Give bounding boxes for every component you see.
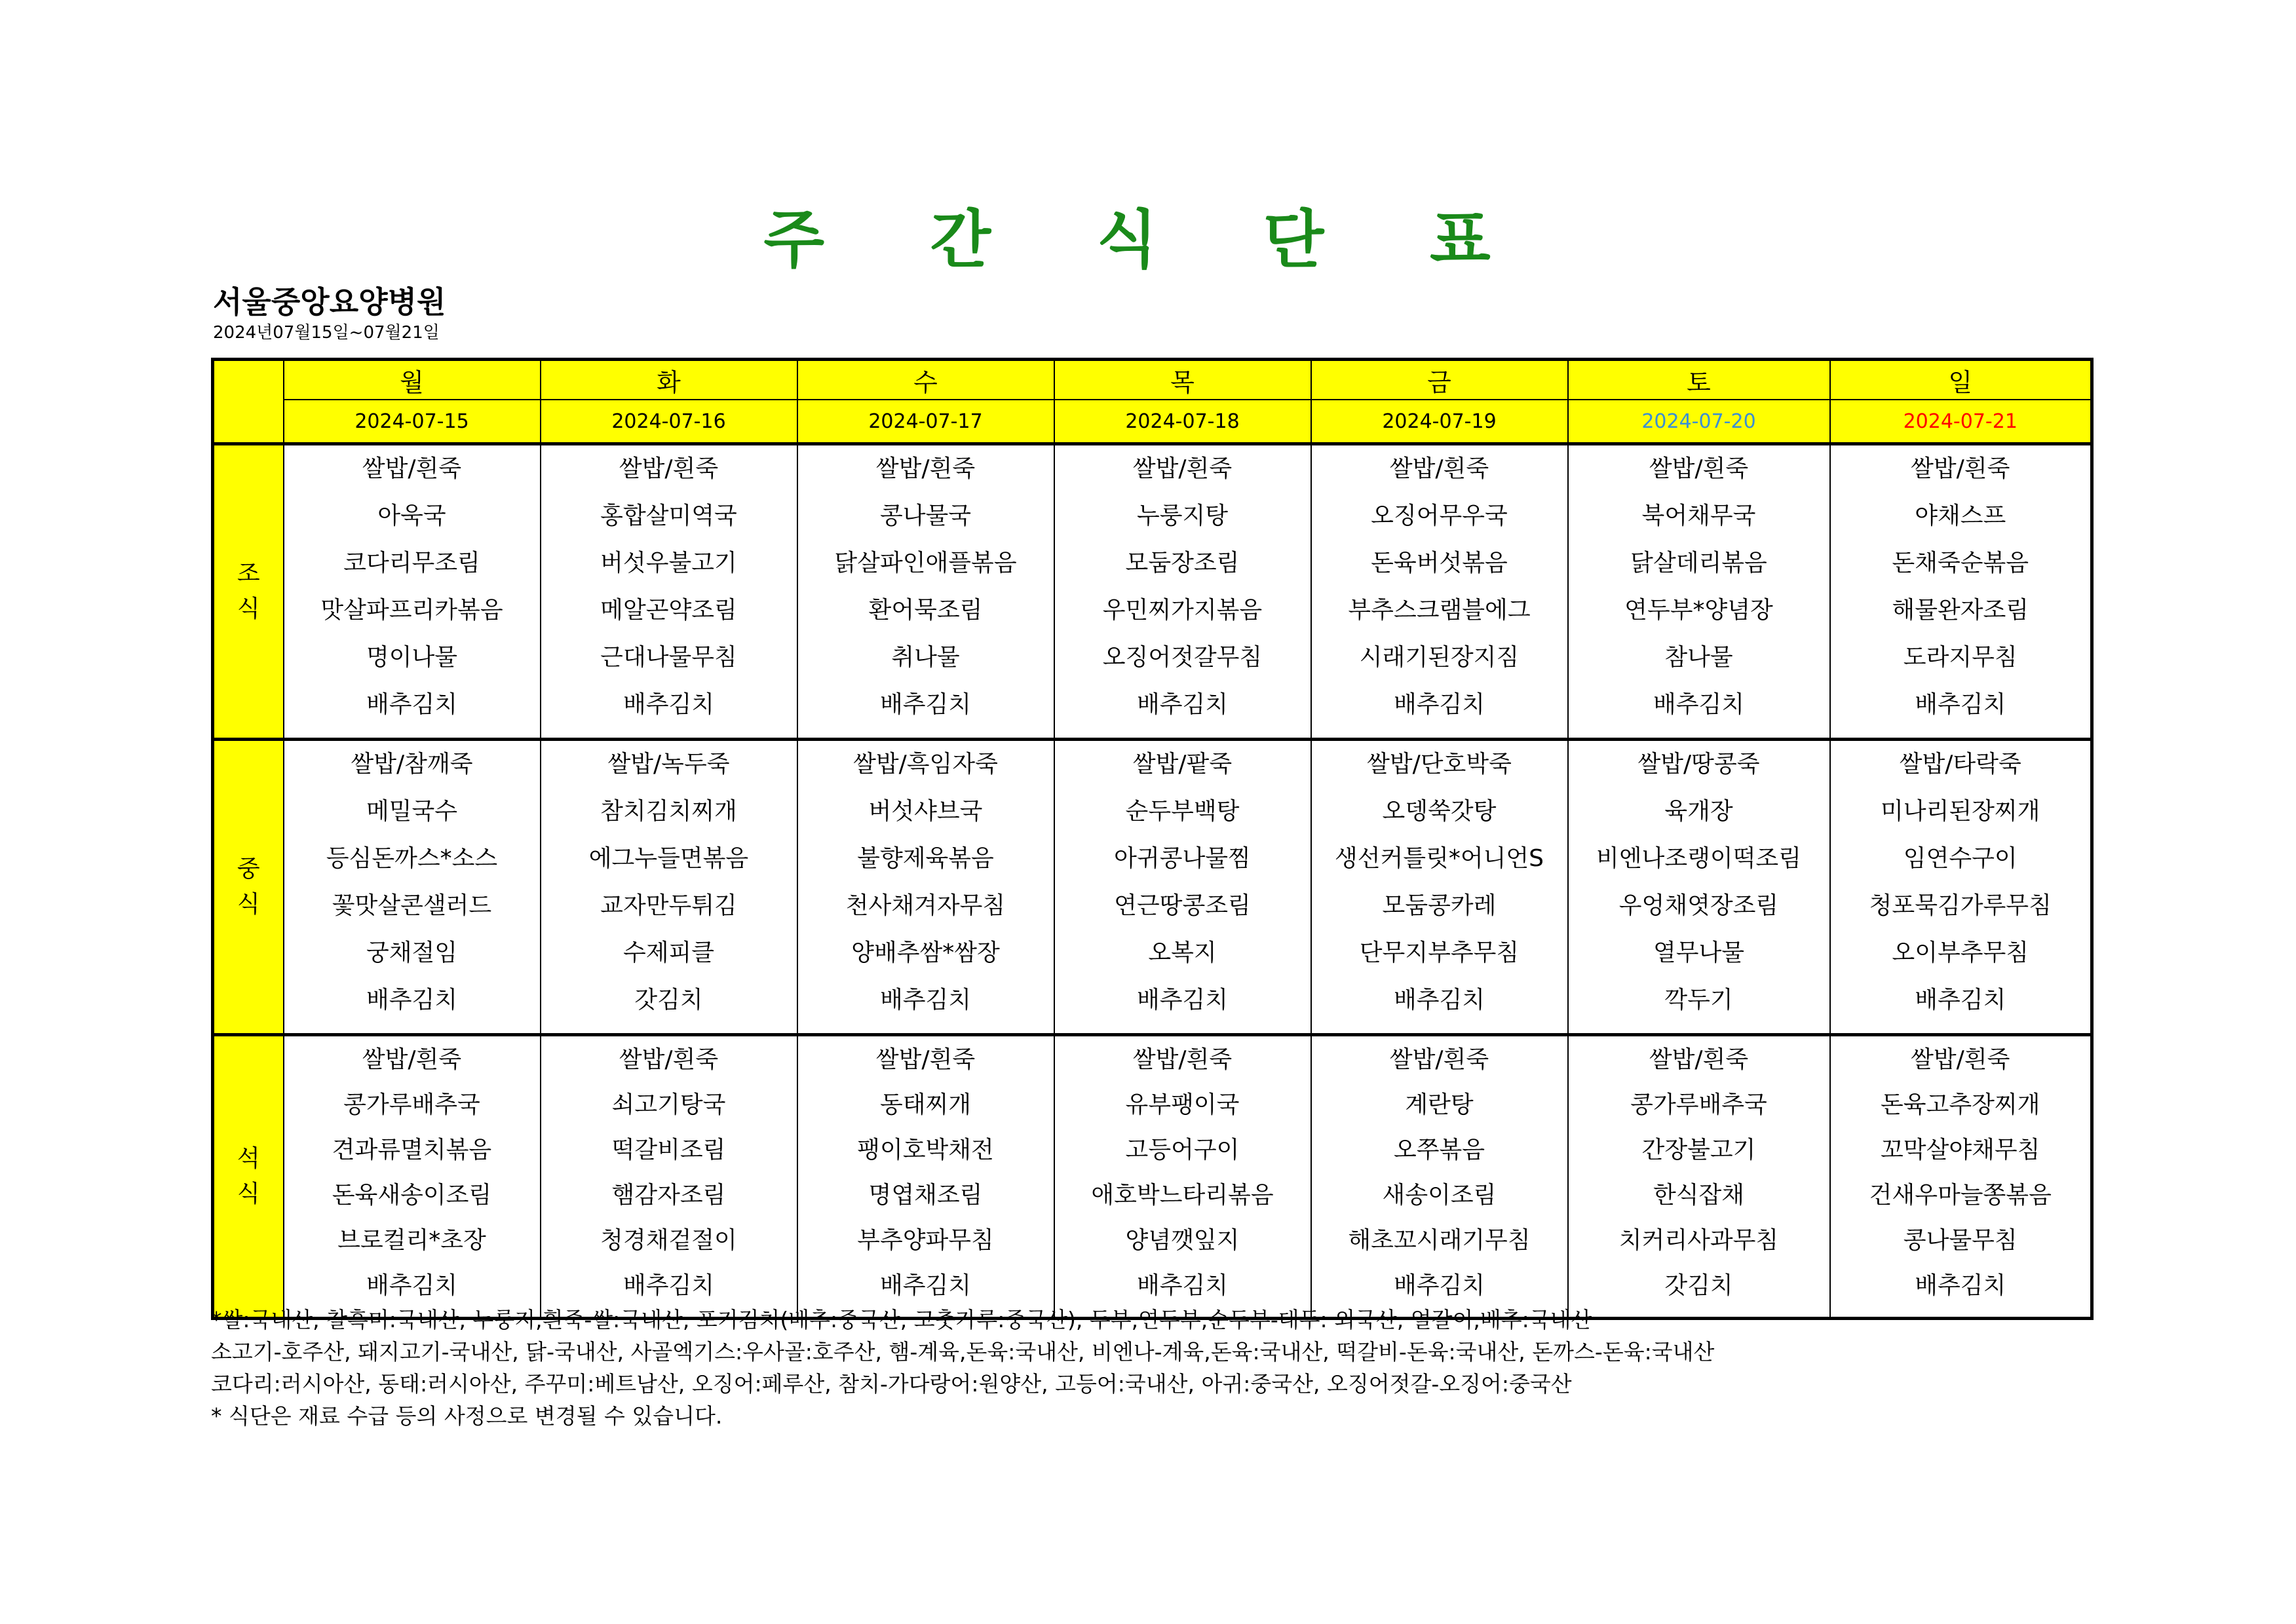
menu-item: 건새우마늘쫑볶음: [1869, 1182, 2052, 1209]
menu-item: 수제피클: [622, 939, 715, 966]
menu-item: 우엉채엿장조림: [1618, 892, 1779, 919]
menu-item: 배추김치: [622, 691, 715, 718]
menu-item-list: [798, 445, 1054, 738]
menu-item: 애호박느타리볶음: [1091, 1182, 1274, 1209]
page-title: 주 간 식 단 표: [763, 203, 1533, 276]
menu-item: 쌀밥/흑임자죽: [853, 751, 998, 778]
day-date-header: 2024-07-19: [1311, 400, 1568, 444]
day-name-header: 수: [797, 360, 1054, 400]
menu-item: 깍두기: [1664, 987, 1733, 1013]
menu-item: 팽이호박채전: [857, 1137, 994, 1163]
menu-cell: [541, 444, 797, 740]
menu-item: 배추김치: [366, 987, 458, 1013]
menu-item-list: [1831, 445, 2091, 738]
meal-label-char: 조: [237, 560, 260, 587]
menu-item: 꽃맛살콘샐러드: [332, 892, 492, 919]
menu-cell: [1311, 444, 1568, 740]
menu-item: 쇠고기탕국: [611, 1091, 726, 1118]
menu-cell: [1311, 740, 1568, 1035]
menu-item: 야채스프: [1915, 502, 2006, 529]
menu-cell: [797, 740, 1054, 1035]
menu-item: 미나리된장찌개: [1881, 798, 2040, 825]
menu-item: 브로컬리*초장: [337, 1227, 486, 1254]
menu-item: 양배추쌈*쌈장: [851, 939, 1000, 966]
menu-item: 쌀밥/단호박죽: [1367, 751, 1512, 778]
menu-cell: [284, 444, 541, 740]
day-date-header: 2024-07-15: [284, 400, 541, 444]
menu-item-list: [1055, 1036, 1311, 1317]
meal-label: [213, 1035, 284, 1319]
menu-item-list: [798, 741, 1054, 1033]
menu-item: 배추김치: [1915, 691, 2006, 718]
menu-item: 해초꼬시래기무침: [1348, 1227, 1531, 1254]
menu-item: 쌀밥/흰죽: [1911, 1046, 2010, 1073]
meal-row: [213, 740, 2092, 1035]
menu-item-list: [1831, 741, 2091, 1033]
menu-cell: [1568, 740, 1830, 1035]
menu-item-list: [1312, 445, 1567, 738]
menu-item: 모둠콩카레: [1382, 892, 1497, 919]
day-name-header: 화: [541, 360, 797, 400]
origin-note-line: *쌀:국내산, 찰흑미:국내산, 누룽지,흰죽-쌀:국내산, 포기김치(배추:중국산, 고춧가루:중국산), 두부,연두부,순두부-대두: 외국산, 얼갈이,배추:국내산: [211, 1307, 1592, 1332]
menu-item: 닭살파인애플볶음: [834, 550, 1017, 576]
origin-note-line: 소고기-호주산, 돼지고기-국내산, 닭-국내산, 사골엑기스:우사골:호주산, 햄-계육,돈육:국내산, 비엔나-계육,돈육:국내산, 떡갈비-돈육:국내산, 돈까스-돈육:국내산: [211, 1339, 1715, 1365]
menu-item-list: [284, 445, 540, 738]
day-date-header: 2024-07-17: [797, 400, 1054, 444]
menu-item-list: [541, 741, 797, 1033]
meal-label-char: 중: [237, 856, 260, 882]
menu-item: 쌀밥/흰죽: [1649, 455, 1749, 482]
menu-item: 쌀밥/흰죽: [1389, 1046, 1489, 1073]
menu-item: 쌀밥/흰죽: [1911, 455, 2010, 482]
menu-item: 배추김치: [1915, 987, 2006, 1013]
menu-item: 오징어젓갈무침: [1102, 644, 1263, 671]
menu-item: 연두부*양념장: [1624, 597, 1773, 624]
menu-item: 단무지부추무침: [1359, 939, 1520, 966]
menu-item: 햄감자조림: [611, 1182, 726, 1209]
menu-item: 쌀밥/흰죽: [619, 455, 719, 482]
weekly-menu-table: [211, 358, 2094, 1320]
menu-item: 열무나물: [1653, 939, 1745, 966]
menu-item: 계란탕: [1405, 1091, 1474, 1118]
meal-row: [213, 444, 2092, 740]
menu-item: 오복지: [1148, 939, 1217, 966]
day-name-header: 일: [1830, 360, 2092, 400]
menu-item: 교자만두튀김: [600, 892, 737, 919]
menu-item: 명엽채조림: [868, 1182, 983, 1209]
menu-item-list: [798, 1036, 1054, 1317]
menu-item: 모둠장조림: [1125, 550, 1240, 576]
header-corner: [213, 360, 284, 444]
menu-item: 쌀밥/흰죽: [619, 1046, 719, 1073]
menu-item: 환어묵조림: [868, 597, 983, 624]
menu-item-list: [1312, 1036, 1567, 1317]
menu-item: 천사채겨자무침: [845, 892, 1006, 919]
origin-notes: [211, 1304, 1714, 1432]
menu-cell: [541, 1035, 797, 1319]
menu-item: 쌀밥/흰죽: [1649, 1046, 1749, 1073]
menu-cell: [797, 444, 1054, 740]
day-date-header: 2024-07-18: [1054, 400, 1311, 444]
menu-item: 버섯우불고기: [600, 550, 737, 576]
menu-item: 부추스크램블에그: [1348, 597, 1531, 624]
menu-item: 쌀밥/타락죽: [1899, 751, 2021, 778]
meal-label: [213, 740, 284, 1035]
menu-item: 버섯샤브국: [868, 798, 983, 825]
menu-item: 배추김치: [1136, 691, 1229, 718]
menu-item: 돈육고추장찌개: [1881, 1091, 2040, 1118]
menu-item: 갓김치: [634, 987, 703, 1013]
origin-note-line: * 식단은 재료 수급 등의 사정으로 변경될 수 있습니다.: [211, 1403, 723, 1429]
menu-item: 돈채죽순볶음: [1892, 550, 2029, 576]
menu-item: 고등어구이: [1125, 1137, 1240, 1163]
menu-item: 참치김치찌개: [600, 798, 737, 825]
menu-item: 배추김치: [1136, 1272, 1229, 1299]
menu-item: 오쭈볶음: [1393, 1137, 1485, 1163]
menu-item: 간장불고기: [1641, 1137, 1756, 1163]
menu-item: 비엔나조랭이떡조림: [1596, 845, 1801, 872]
meal-label-char: 식: [237, 891, 260, 918]
menu-item: 콩나물국: [879, 502, 972, 529]
day-date-header: 2024-07-21: [1830, 400, 2092, 444]
menu-item: 참나물: [1664, 644, 1733, 671]
menu-item: 쌀밥/흰죽: [1132, 1046, 1233, 1073]
menu-cell: [1568, 444, 1830, 740]
menu-item: 배추김치: [622, 1272, 715, 1299]
menu-item: 배추김치: [1136, 987, 1229, 1013]
menu-item: 배추김치: [1915, 1272, 2006, 1299]
menu-item: 유부팽이국: [1125, 1091, 1240, 1118]
menu-cell: [284, 740, 541, 1035]
day-date-header: 2024-07-20: [1568, 400, 1830, 444]
menu-item: 쌀밥/참깨죽: [351, 751, 473, 778]
hospital-name: 서울중앙요양병원: [213, 284, 446, 320]
menu-item: 등심돈까스*소스: [326, 845, 498, 872]
menu-item-list: [1831, 1036, 2091, 1317]
meal-label-char: 석: [237, 1145, 260, 1172]
origin-note-line: 코다리:러시아산, 동태:러시아산, 주꾸미:베트남산, 오징어:페루산, 참치-가다랑어:원양산, 고등어:국내산, 아귀:중국산, 오징어젓갈-오징어:중국산: [211, 1371, 1572, 1397]
menu-item: 청경채겉절이: [600, 1227, 737, 1254]
menu-item: 순두부백탕: [1125, 798, 1240, 825]
menu-item: 명이나물: [366, 644, 458, 671]
menu-item: 꼬막살야채무침: [1881, 1137, 2040, 1163]
day-name-header: 금: [1311, 360, 1568, 400]
menu-cell: [1054, 444, 1311, 740]
menu-item: 오뎅쑥갓탕: [1382, 798, 1497, 825]
day-name-header: 월: [284, 360, 541, 400]
menu-item: 쌀밥/흰죽: [362, 455, 462, 482]
menu-item: 해물완자조림: [1892, 597, 2029, 624]
menu-item: 돈육새송이조림: [332, 1182, 492, 1209]
menu-item: 근대나물무침: [600, 644, 737, 671]
menu-cell: [1054, 1035, 1311, 1319]
menu-item-list: [1312, 741, 1567, 1033]
menu-cell: [1830, 740, 2092, 1035]
menu-item: 쌀밥/흰죽: [875, 455, 976, 482]
meal-label: [213, 444, 284, 740]
menu-item-list: [541, 1036, 797, 1317]
menu-item: 취나물: [891, 644, 960, 671]
menu-cell: [1054, 740, 1311, 1035]
menu-item-list: [1055, 741, 1311, 1033]
menu-item: 배추김치: [366, 691, 458, 718]
menu-item: 쌀밥/땅콩죽: [1637, 751, 1760, 778]
menu-cell: [1311, 1035, 1568, 1319]
menu-item: 배추김치: [1393, 691, 1485, 718]
menu-item: 연근땅콩조림: [1114, 892, 1251, 919]
menu-item: 새송이조림: [1382, 1182, 1497, 1209]
menu-item: 배추김치: [1653, 691, 1745, 718]
menu-item: 생선커틀릿*어니언S: [1334, 845, 1544, 872]
menu-item: 아귀콩나물찜: [1114, 845, 1251, 872]
menu-item: 쌀밥/흰죽: [875, 1046, 976, 1073]
menu-item: 코다리무조림: [343, 550, 480, 576]
meal-row: [213, 1035, 2092, 1319]
menu-cell: [1830, 1035, 2092, 1319]
menu-item: 쌀밥/흰죽: [1389, 455, 1489, 482]
menu-item: 쌀밥/녹두죽: [607, 751, 730, 778]
meal-label-char: 식: [237, 595, 260, 622]
menu-item: 오징어무우국: [1371, 502, 1508, 529]
menu-item: 콩가루배추국: [1630, 1091, 1767, 1118]
menu-item: 콩가루배추국: [343, 1091, 480, 1118]
menu-item: 양념깻잎지: [1125, 1227, 1240, 1254]
menu-item-list: [1569, 445, 1829, 738]
menu-item: 시래기된장지짐: [1359, 644, 1520, 671]
menu-item: 임연수구이: [1903, 845, 2018, 872]
menu-item: 아욱국: [377, 502, 446, 529]
menu-cell: [541, 740, 797, 1035]
menu-item: 견과류멸치볶음: [332, 1137, 492, 1163]
menu-item-list: [1055, 445, 1311, 738]
menu-item: 우민찌가지볶음: [1102, 597, 1263, 624]
meal-label-char: 식: [237, 1180, 260, 1207]
menu-item: 북어채무국: [1641, 502, 1756, 529]
menu-item-list: [284, 741, 540, 1033]
day-date-header: 2024-07-16: [541, 400, 797, 444]
menu-item: 쌀밥/흰죽: [1132, 455, 1233, 482]
menu-item: 돈육버섯볶음: [1371, 550, 1508, 576]
menu-item-list: [1569, 1036, 1829, 1317]
menu-item: 배추김치: [879, 1272, 972, 1299]
menu-item: 떡갈비조림: [611, 1137, 726, 1163]
menu-item: 에그누들면볶음: [588, 845, 749, 872]
menu-item: 배추김치: [1393, 1272, 1485, 1299]
menu-item-list: [284, 1036, 540, 1317]
menu-cell: [797, 1035, 1054, 1319]
menu-item: 갓김치: [1664, 1272, 1733, 1299]
menu-item: 누룽지탕: [1136, 502, 1229, 529]
menu-item: 부추양파무침: [857, 1227, 994, 1254]
menu-item: 배추김치: [366, 1272, 458, 1299]
menu-item: 콩나물무침: [1903, 1227, 2018, 1254]
menu-period: 2024년07월15일~07월21일: [213, 323, 440, 343]
menu-item: 메밀국수: [366, 798, 458, 825]
menu-item: 메알곤약조림: [600, 597, 737, 624]
menu-item: 청포묵김가루무침: [1869, 892, 2052, 919]
menu-item: 불향제육볶음: [857, 845, 994, 872]
menu-cell: [1568, 1035, 1830, 1319]
day-name-header: 토: [1568, 360, 1830, 400]
menu-item: 궁채절임: [366, 939, 458, 966]
menu-cell: [1830, 444, 2092, 740]
menu-item: 배추김치: [879, 691, 972, 718]
menu-item: 육개장: [1664, 798, 1733, 825]
menu-item: 동태찌개: [879, 1091, 972, 1118]
menu-item: 오이부추무침: [1892, 939, 2029, 966]
menu-item: 쌀밥/팥죽: [1132, 751, 1233, 778]
menu-item: 치커리사과무침: [1618, 1227, 1779, 1254]
menu-item: 맛살파프리카볶음: [320, 597, 503, 624]
menu-item: 한식잡채: [1653, 1182, 1745, 1209]
menu-item: 홍합살미역국: [600, 502, 737, 529]
menu-item: 배추김치: [879, 987, 972, 1013]
menu-item-list: [1569, 741, 1829, 1033]
menu-item: 쌀밥/흰죽: [362, 1046, 462, 1073]
day-name-header: 목: [1054, 360, 1311, 400]
menu-item: 도라지무침: [1903, 644, 2018, 671]
menu-cell: [284, 1035, 541, 1319]
menu-item: 배추김치: [1393, 987, 1485, 1013]
menu-item-list: [541, 445, 797, 738]
menu-item: 닭살데리볶음: [1630, 550, 1767, 576]
